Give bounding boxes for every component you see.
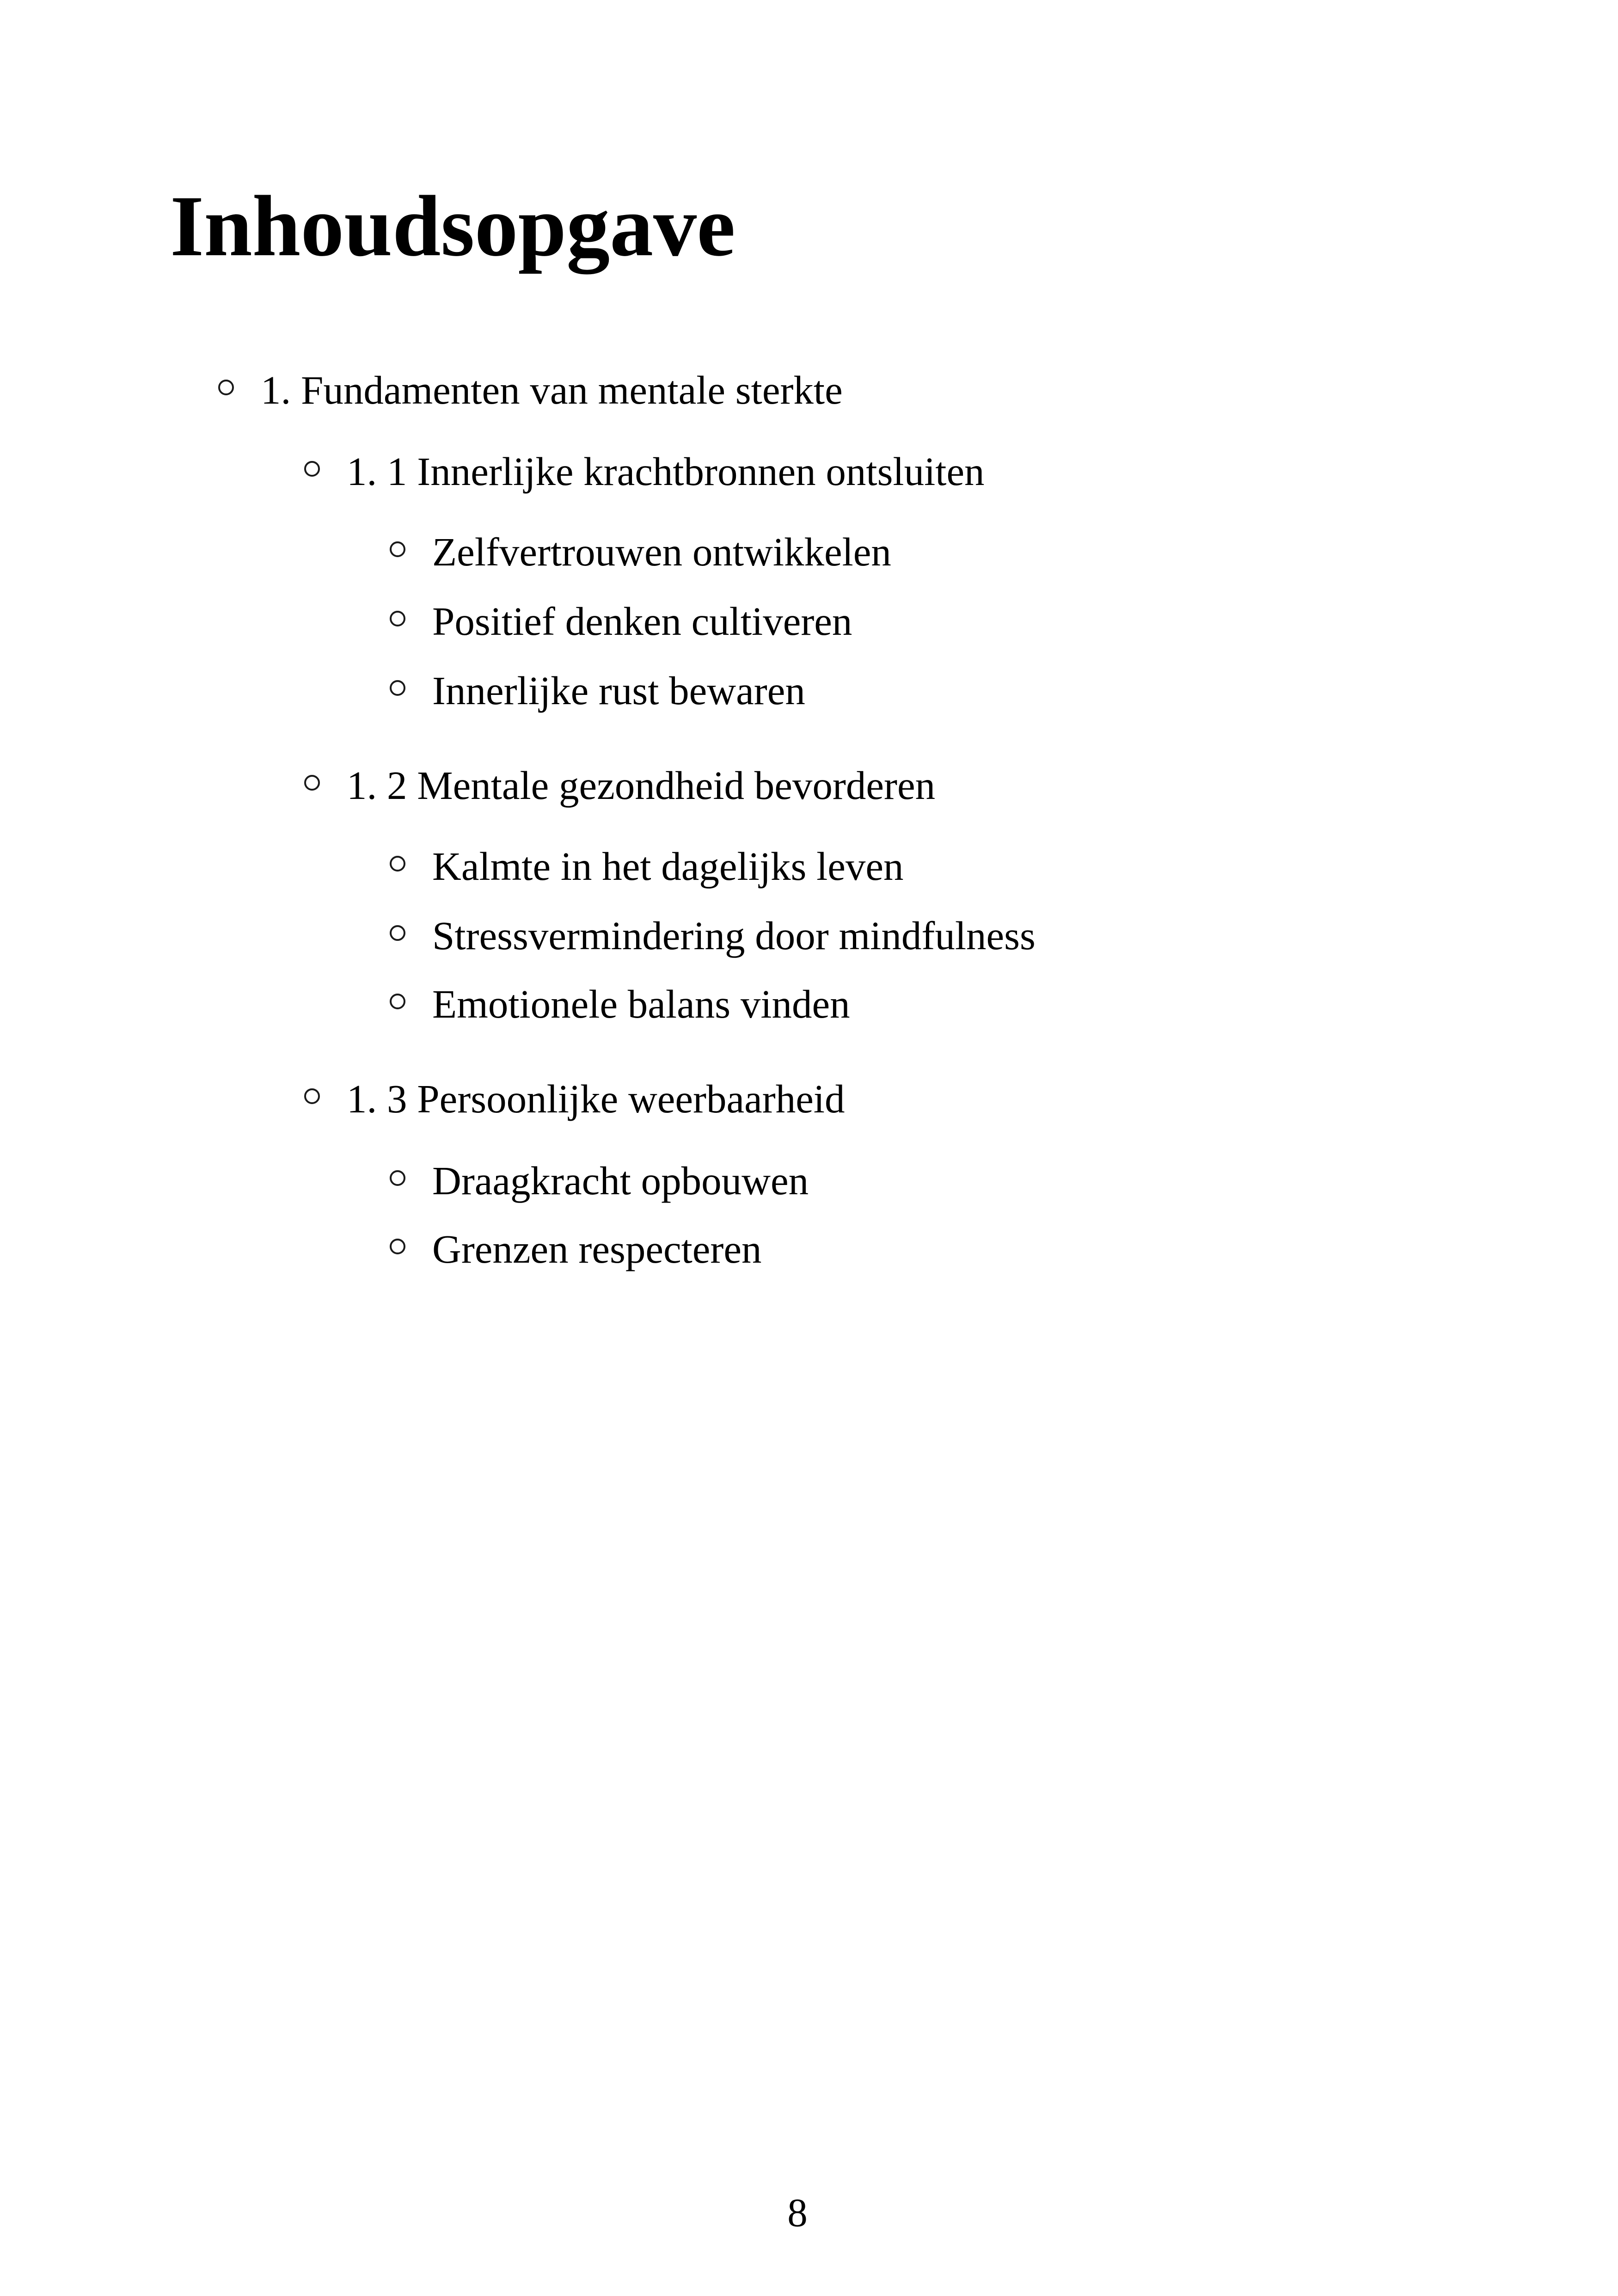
- circle-bullet-icon: [304, 1088, 320, 1104]
- toc-item: [390, 529, 891, 574]
- circle-bullet-icon: [390, 1239, 405, 1254]
- circle-bullet-icon: [304, 775, 320, 791]
- toc-item-label: Emotionele balans vinden: [432, 982, 850, 1026]
- toc-section-label: 1. 2 Mentale gezondheid bevorderen: [347, 763, 936, 808]
- toc-item-label: Stressvermindering door mindfulness: [432, 913, 1036, 958]
- circle-bullet-icon: [390, 541, 405, 557]
- toc-item: [390, 984, 850, 1024]
- circle-bullet-icon: [390, 680, 405, 696]
- toc-section-label: 1. 1 Innerlijke krachtbronnen ontsluiten: [347, 449, 985, 494]
- toc-item: [390, 1229, 761, 1269]
- toc-item-label: Zelfvertrouwen ontwikkelen: [432, 529, 891, 574]
- toc-item: [390, 599, 852, 644]
- toc-chapter-1: [218, 370, 843, 410]
- toc-item-label: Grenzen respecteren: [432, 1227, 762, 1271]
- toc-item-label: Innerlijke rust bewaren: [432, 668, 805, 713]
- toc-section-1-2: [304, 763, 936, 808]
- circle-bullet-icon: [390, 1170, 405, 1186]
- circle-bullet-icon: [390, 925, 405, 941]
- toc-item-label: Positief denken cultiveren: [432, 599, 852, 644]
- toc-chapter-label: 1. Fundamenten van mentale sterkte: [261, 368, 843, 412]
- toc-section-1-3: [304, 1076, 845, 1121]
- toc-item: [390, 844, 904, 889]
- toc-section-1-1: [304, 449, 985, 494]
- circle-bullet-icon: [390, 856, 405, 872]
- toc-section-label: 1. 3 Persoonlijke weerbaarheid: [347, 1076, 845, 1121]
- toc-item: [390, 670, 805, 711]
- circle-bullet-icon: [218, 380, 234, 395]
- circle-bullet-icon: [390, 994, 405, 1009]
- page-number: 8: [787, 2190, 808, 2235]
- page-title: Inhoudsopgave: [170, 178, 735, 274]
- toc-item: [390, 1160, 809, 1201]
- toc-item-label: Draagkracht opbouwen: [432, 1158, 809, 1203]
- toc-item: [390, 915, 1036, 956]
- circle-bullet-icon: [390, 611, 405, 626]
- toc-item-label: Kalmte in het dagelijks leven: [432, 844, 904, 889]
- circle-bullet-icon: [304, 461, 320, 477]
